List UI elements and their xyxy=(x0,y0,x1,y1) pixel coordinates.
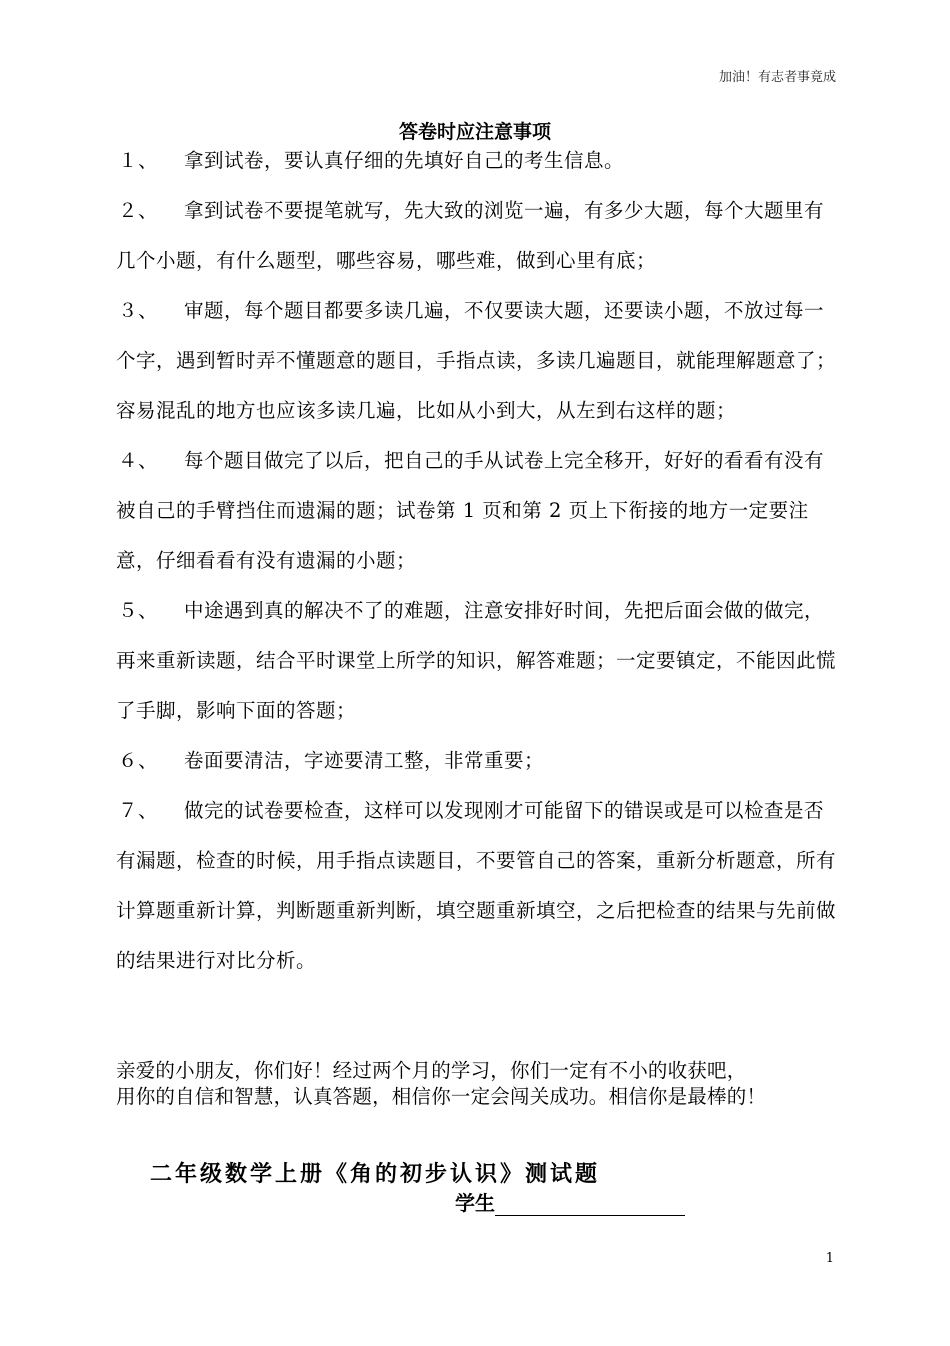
note-number: ３、 xyxy=(118,299,159,322)
intro-line-2: 用你的自信和智慧，认真答题，相信你一定会闯关成功。相信你是最棒的！ xyxy=(116,1085,767,1108)
note-text: 做完的试卷要检查，这样可以发现刚才可能留下的错误或是可以检查是否有漏题，检查的时候，用手指点读题目，不要管自己的答案，重新分析题意，所有计算题重新计算，判断题重新判断，填空题重新填空，之后把检查的结果与先前做的结果进行对比分析。 xyxy=(116,799,837,972)
test-title: 二年级数学上册《角的初步认识》测试题 xyxy=(150,1161,601,1187)
note-number: ６、 xyxy=(118,749,159,772)
intro-paragraph xyxy=(116,1058,846,1110)
note-number: ７、 xyxy=(118,799,159,822)
note-item-2 xyxy=(116,186,836,286)
student-name-blank[interactable] xyxy=(495,1193,685,1216)
note-text: 拿到试卷，要认真仔细的先填好自己的考生信息。 xyxy=(184,149,625,172)
note-text: 卷面要清洁，字迹要清工整，非常重要； xyxy=(184,749,545,772)
intro-line-1: 亲爱的小朋友，你们好！经过两个月的学习，你们一定有不小的收获吧， xyxy=(116,1059,747,1082)
note-number: ５、 xyxy=(118,599,159,622)
note-number: １、 xyxy=(118,149,159,172)
note-item-4 xyxy=(116,436,836,586)
note-number: ４、 xyxy=(118,449,159,472)
note-text: 中途遇到真的解决不了的难题，注意安排好时间，先把后面会做的做完，再来重新读题，结合平时课堂上所学的知识，解答难题；一定要镇定，不能因此慌了手脚，影响下面的答题； xyxy=(116,599,837,722)
header-slogan: 加油！有志者事竟成 xyxy=(718,70,836,85)
note-item-7 xyxy=(116,786,836,986)
page-title: 答卷时应注意事项 xyxy=(398,121,551,143)
note-item-3 xyxy=(116,286,836,436)
note-text: 审题，每个题目都要多读几遍，不仅要读大题，还要读小题，不放过每一个字，遇到暂时弄不懂题意的题目，手指点读，多读几遍题目，就能理解题意了；容易混乱的地方也应该多读几遍，比如从小到大，从左到右这样的题； xyxy=(116,299,837,422)
note-text: 每个题目做完了以后，把自己的手从试卷上完全移开，好好的看看有没有被自己的手臂挡住而遗漏的题；试卷第 1 页和第 2 页上下衔接的地方一定要注意，仔细看看有没有遗漏的小题； xyxy=(116,449,825,572)
note-number: ２、 xyxy=(118,199,159,222)
note-item-6 xyxy=(116,736,836,786)
note-item-5 xyxy=(116,586,836,736)
student-label: 学生 xyxy=(455,1191,495,1215)
page-number: 1 xyxy=(825,1251,834,1266)
note-text: 拿到试卷不要提笔就写，先大致的浏览一遍，有多少大题，每个大题里有几个小题，有什么题型，哪些容易，哪些难，做到心里有底； xyxy=(116,199,825,272)
note-item-1 xyxy=(116,136,836,186)
notes-list xyxy=(116,136,836,986)
student-name-field xyxy=(455,1187,685,1216)
